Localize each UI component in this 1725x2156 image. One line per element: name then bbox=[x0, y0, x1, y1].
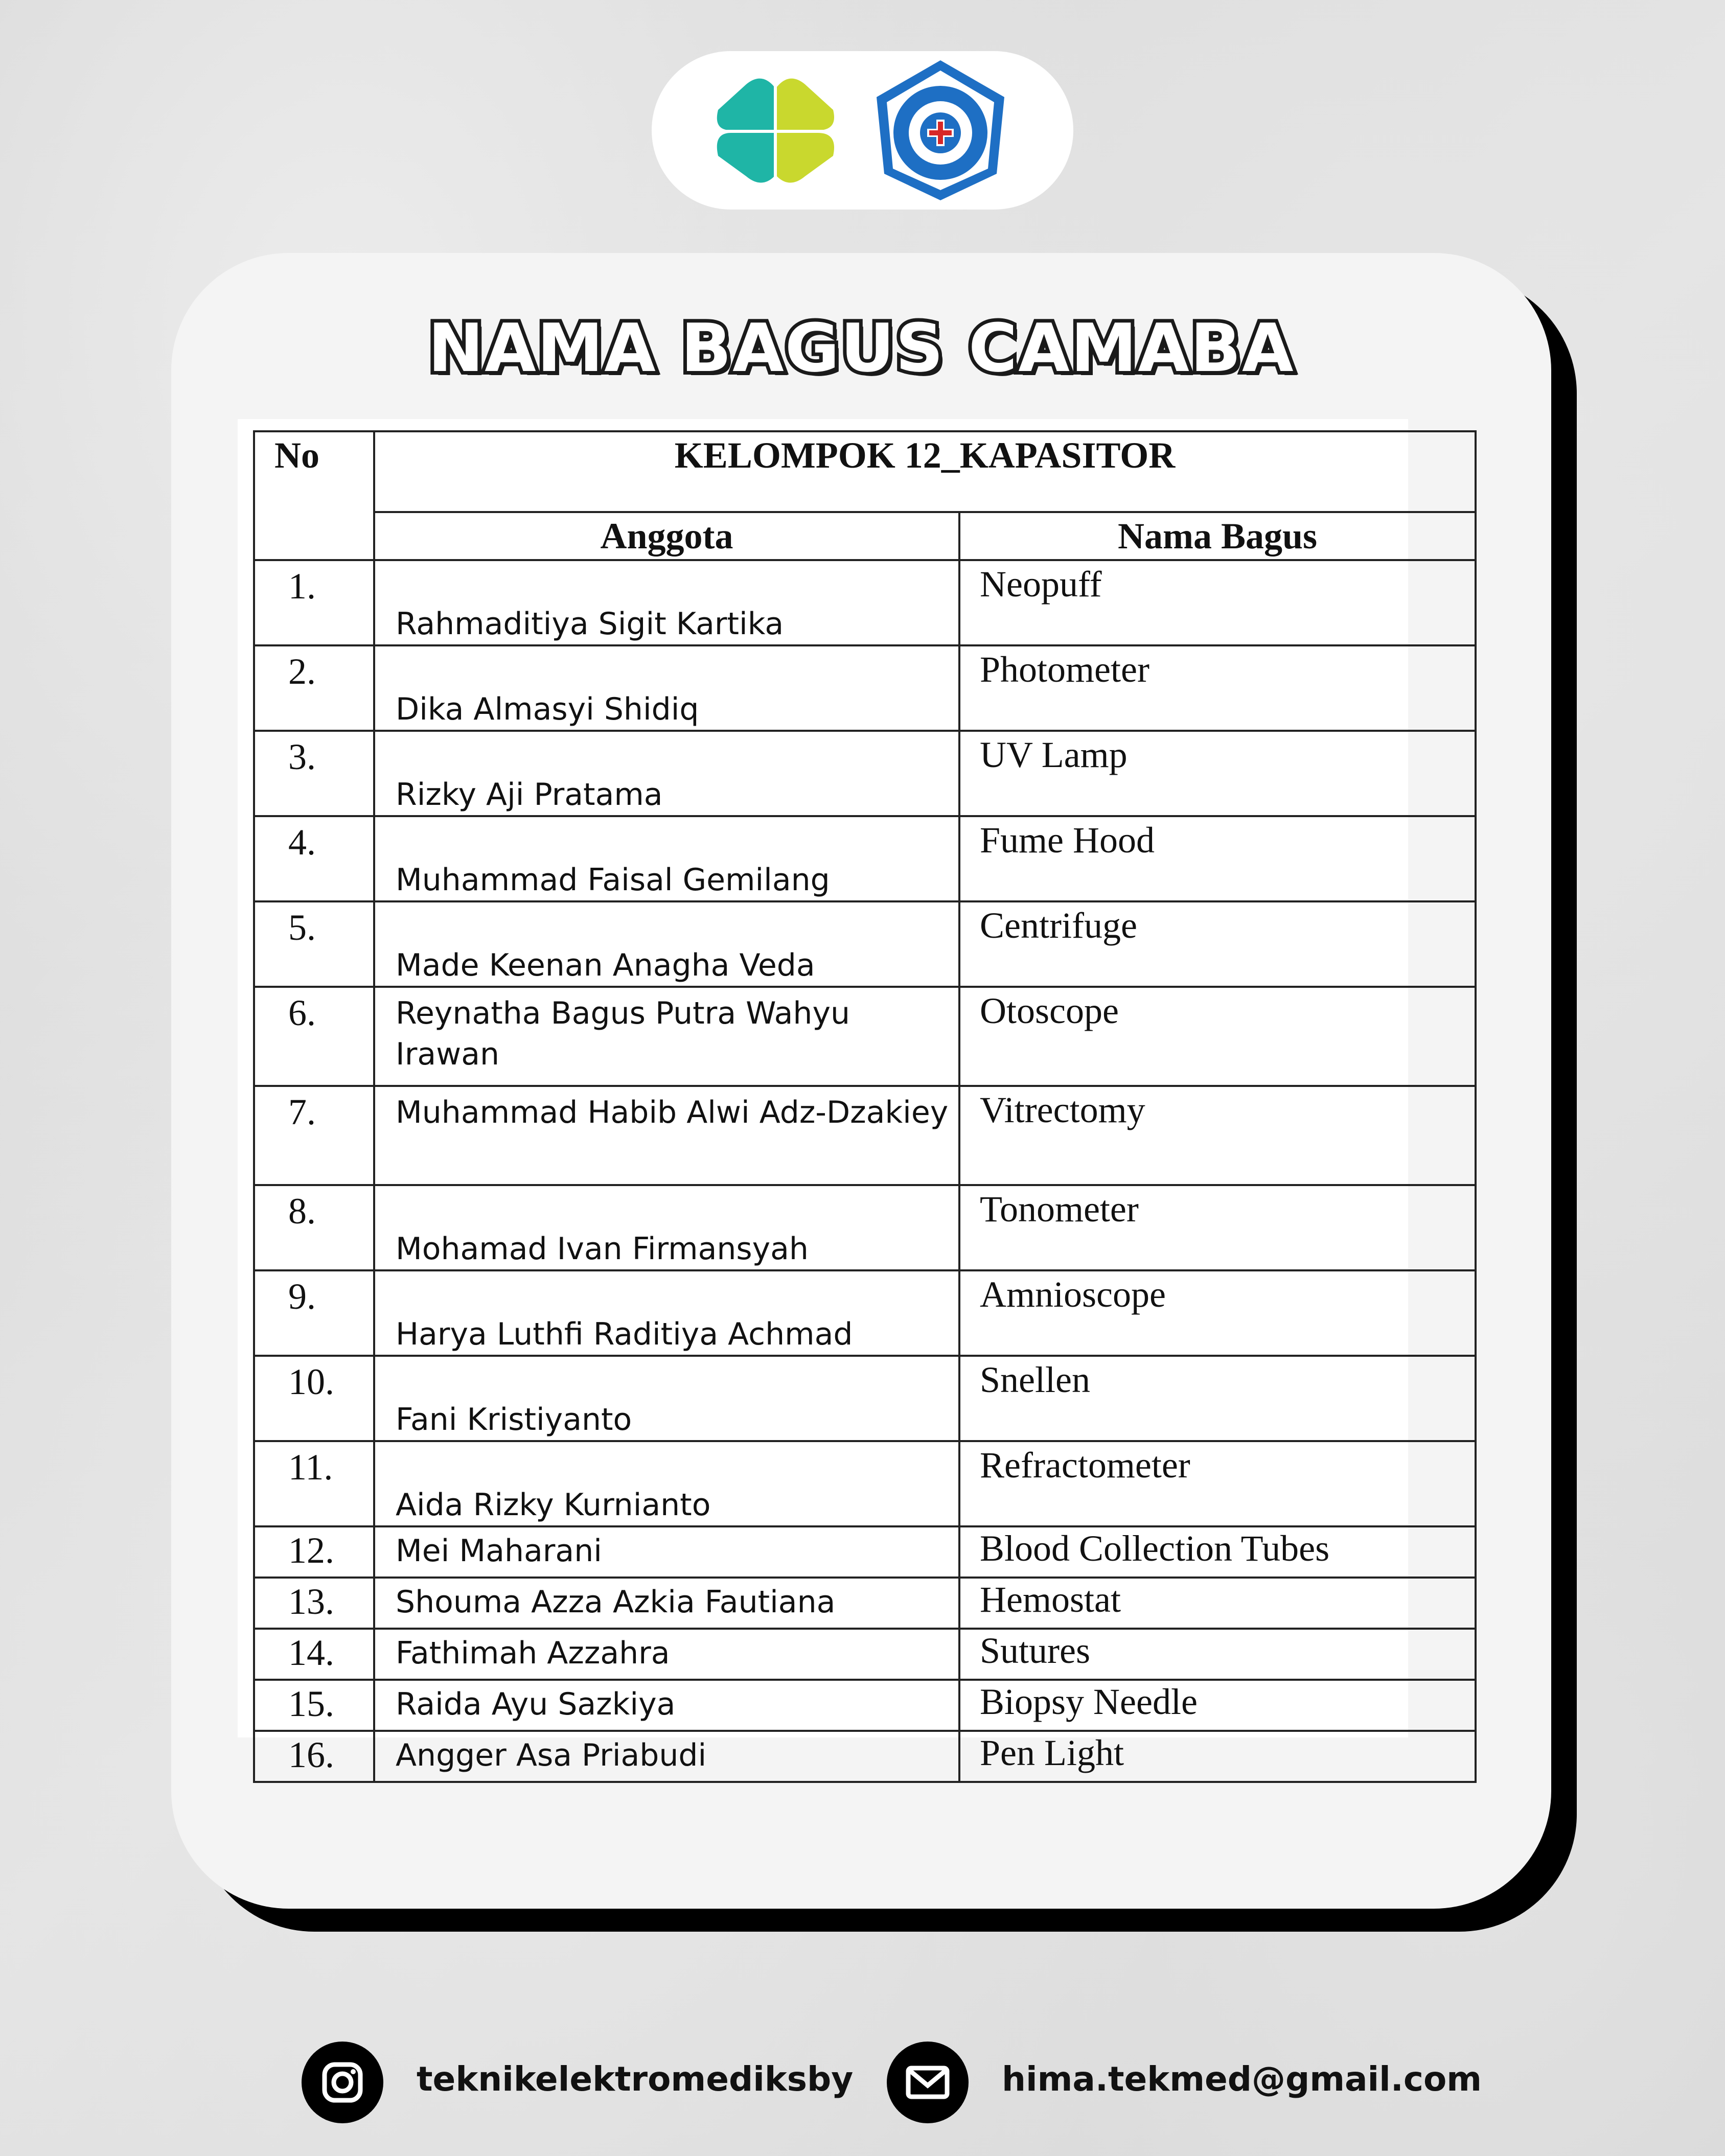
table-row bbox=[254, 1356, 1476, 1441]
row-no: 15. bbox=[254, 1680, 374, 1731]
row-anggota: Harya Luthfi Raditiya Achmad bbox=[374, 1270, 959, 1356]
row-no: 9. bbox=[254, 1270, 374, 1356]
row-nama-bagus: Snellen bbox=[959, 1356, 1476, 1441]
row-nama-bagus: Photometer bbox=[959, 645, 1476, 731]
row-no: 6. bbox=[254, 987, 374, 1086]
row-anggota: Raida Ayu Sazkiya bbox=[374, 1680, 959, 1731]
row-no: 14. bbox=[254, 1629, 374, 1680]
kemenkes-logo bbox=[710, 74, 838, 187]
table-row bbox=[254, 560, 1476, 645]
row-nama-bagus: UV Lamp bbox=[959, 731, 1476, 816]
table-container bbox=[238, 419, 1408, 1775]
mail-icon[interactable] bbox=[887, 2042, 969, 2123]
row-no: 2. bbox=[254, 645, 374, 731]
table-row bbox=[254, 816, 1476, 901]
table-row bbox=[254, 1731, 1476, 1782]
table-row bbox=[254, 1578, 1476, 1629]
row-anggota: Reynatha Bagus Putra Wahyu Irawan bbox=[374, 987, 959, 1086]
instagram-handle[interactable]: teknikelektromediksby bbox=[417, 2059, 854, 2099]
row-anggota: Dika Almasyi Shidiq bbox=[374, 645, 959, 731]
row-nama-bagus: Vitrectomy bbox=[959, 1086, 1476, 1185]
row-no: 13. bbox=[254, 1578, 374, 1629]
row-nama-bagus: Hemostat bbox=[959, 1578, 1476, 1629]
row-anggota: Angger Asa Priabudi bbox=[374, 1731, 959, 1782]
row-anggota: Rahmaditiya Sigit Kartika bbox=[374, 560, 959, 645]
row-nama-bagus: Centrifuge bbox=[959, 901, 1476, 987]
row-anggota: Aida Rizky Kurnianto bbox=[374, 1441, 959, 1526]
row-nama-bagus: Pen Light bbox=[959, 1731, 1476, 1782]
table-row bbox=[254, 1441, 1476, 1526]
table-row bbox=[254, 1680, 1476, 1731]
row-no: 16. bbox=[254, 1731, 374, 1782]
row-nama-bagus: Blood Collection Tubes bbox=[959, 1526, 1476, 1578]
row-nama-bagus: Tonometer bbox=[959, 1185, 1476, 1270]
row-no: 5. bbox=[254, 901, 374, 987]
table-row bbox=[254, 901, 1476, 987]
header-nama-bagus: Nama Bagus bbox=[959, 512, 1476, 560]
row-no: 12. bbox=[254, 1526, 374, 1578]
header-anggota: Anggota bbox=[374, 512, 959, 560]
table-row bbox=[254, 1086, 1476, 1185]
row-anggota: Fathimah Azzahra bbox=[374, 1629, 959, 1680]
table-row bbox=[254, 1185, 1476, 1270]
header-no: No bbox=[254, 431, 374, 560]
row-no: 10. bbox=[254, 1356, 374, 1441]
row-no: 8. bbox=[254, 1185, 374, 1270]
row-nama-bagus: Sutures bbox=[959, 1629, 1476, 1680]
row-nama-bagus: Amnioscope bbox=[959, 1270, 1476, 1356]
content-card bbox=[171, 253, 1551, 1909]
table-row bbox=[254, 987, 1476, 1086]
table-row bbox=[254, 731, 1476, 816]
instagram-icon[interactable] bbox=[302, 2042, 383, 2123]
table-row bbox=[254, 1270, 1476, 1356]
table-row bbox=[254, 1526, 1476, 1578]
email-address[interactable]: hima.tekmed@gmail.com bbox=[1002, 2059, 1482, 2099]
row-no: 7. bbox=[254, 1086, 374, 1185]
page-title: NAMA BAGUS CAMABA bbox=[428, 309, 1295, 387]
row-no: 3. bbox=[254, 731, 374, 816]
row-anggota: Fani Kristiyanto bbox=[374, 1356, 959, 1441]
row-anggota: Shouma Azza Azkia Fautiana bbox=[374, 1578, 959, 1629]
row-anggota: Muhammad Habib Alwi Adz-Dzakiey bbox=[374, 1086, 959, 1185]
row-nama-bagus: Neopuff bbox=[959, 560, 1476, 645]
members-table bbox=[253, 430, 1477, 1783]
row-anggota: Mei Maharani bbox=[374, 1526, 959, 1578]
table-row bbox=[254, 645, 1476, 731]
row-anggota: Mohamad Ivan Firmansyah bbox=[374, 1185, 959, 1270]
table-row bbox=[254, 1629, 1476, 1680]
row-anggota: Muhammad Faisal Gemilang bbox=[374, 816, 959, 901]
logo-banner bbox=[652, 51, 1073, 210]
row-nama-bagus: Refractometer bbox=[959, 1441, 1476, 1526]
row-no: 4. bbox=[254, 816, 374, 901]
row-no: 11. bbox=[254, 1441, 374, 1526]
header-group: KELOMPOK 12_KAPASITOR bbox=[374, 431, 1476, 512]
row-nama-bagus: Biopsy Needle bbox=[959, 1680, 1476, 1731]
row-anggota: Made Keenan Anagha Veda bbox=[374, 901, 959, 987]
row-no: 1. bbox=[254, 560, 374, 645]
hima-logo bbox=[866, 56, 1015, 204]
row-anggota: Rizky Aji Pratama bbox=[374, 731, 959, 816]
row-nama-bagus: Otoscope bbox=[959, 987, 1476, 1086]
row-nama-bagus: Fume Hood bbox=[959, 816, 1476, 901]
